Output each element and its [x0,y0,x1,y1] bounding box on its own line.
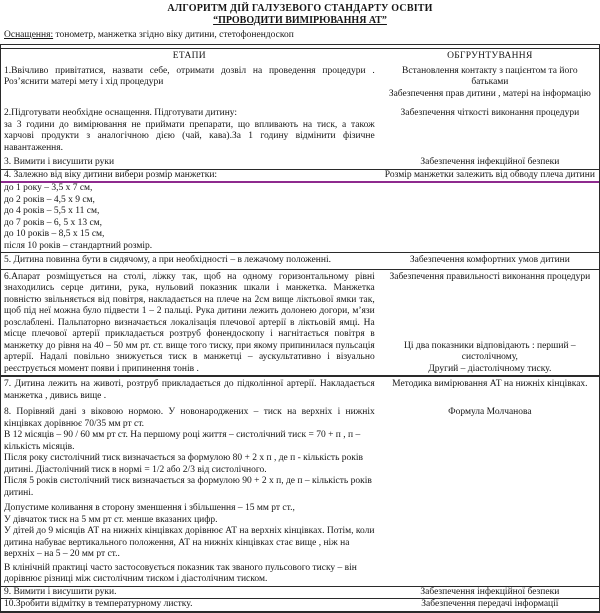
document-title: АЛГОРИТМ ДІЙ ГАЛУЗЕВОГО СТАНДАРТУ ОСВІТИ [167,3,433,14]
cuff-size-header-line [1,170,599,184]
table-row [1,66,599,101]
rationale-10: Забезпечення передачі інформації [421,599,559,609]
rationale-1-line2: Забезпечення прав дитини , матері на інформацію [388,88,591,99]
column-header-stages: ЕТАПИ [172,51,206,61]
step-1-text: 1.Ввічливо привітатися, назвати себе, отримати дозвіл на проведення процедури . Роз’яснити матері мету і хід процедури [4,65,375,87]
table-row-cuff-sizes [1,170,599,254]
procedure-table [0,44,600,613]
step-8-p2: В 12 місяців – 90 / 60 мм рт ст. На першому році життя – систолічний тиск = 70 + п , п – кількість місяців. [4,430,361,452]
table-row [1,599,599,613]
table-row [1,587,599,600]
rationale-6-p2-line3: Другий – діастолічному тиску. [428,363,552,374]
step-2-p1: 2.Підготувати необхідне оснащення. Підготувати дитину: [4,108,238,118]
cuff-size-list [1,183,381,252]
rationale-2: Забезпечення чіткості виконання процедури [400,108,580,118]
cuff-size-item: до 2 років – 4,5 х 9 см, [4,194,95,205]
rationale-5: Забезпечення комфортних умов дитини [409,255,570,265]
table-row [1,157,599,170]
rationale-9: Забезпечення інфекційної безпеки [420,586,560,597]
step-7-text: 7. Дитина лежить на животі, розтруб прикладається до підколінної артерії. Накладається манжетка , дивись вище . [4,379,375,401]
title-block [0,3,600,27]
step-8-p4: Після 5 років систолічний тиск визначається за формулою 90 + 2 х п, де п – кількість років дитині. [4,476,372,498]
step-2-p2: за 3 години до вимірювання не приймати препарати, що впливають на тиск, а також харчові продукти з аналогічною дією (чай, кава).За 1 годину відмінити фізичне навантаження. [4,119,375,153]
document-subtitle: “ПРОВОДИТИ ВИМІРЮВАННЯ АТ” [213,15,387,26]
step-8-p5: Допустиме коливання в сторону зменшення і збільшення – 15 мм рт ст., [4,503,295,513]
rationale-6-p2 [383,341,597,376]
step-10-text: 10.Зробити відмітку в температурному листку. [4,599,193,609]
column-header-rationale: ОБГРУНТУВАННЯ [447,51,533,61]
equipment-text: тонометр, манжетка згідно віку дитини, стетофонендоскоп [53,30,294,40]
table-header-row [1,49,599,66]
equipment-line [0,29,600,41]
cuff-size-item: до 10 років – 8,5 х 15 см, [4,229,105,239]
step-8-p6: У дівчаток тиск на 5 мм рт ст. менше вказаних цифр. [4,514,218,525]
step-2-text [1,108,381,154]
table-row [1,270,599,378]
rationale-8: Формула Молчанова [448,407,532,417]
table-row [1,253,599,270]
cuff-size-item: після 10 років – стандартний розмір. [4,240,153,251]
step-3-text: 3. Вимити і висушити руки [4,157,115,167]
step-8-p1: 8. Порівняй дані з віковою нормою. У новонароджених – тиск на верхніх і нижніх кінцівках дорівнює 70/35 мм рт ст. [4,407,375,429]
rationale-4: Розмір манжетки залежить від обводу плеча дитини [384,169,595,180]
equipment-label: Оснащення: [4,30,54,40]
step-8-p8: В клінічній практиці часто застосовується показник так званого пульсового тиску – він дорівнює різниці між систолічним тиском і діастолічним тиском. [4,562,357,584]
rationale-6-p2-line2: систолічному, [461,352,518,362]
step-6-text: 6.Апарат розміщується на столі, ліжку так, щоб на одному горизонтальному рівні знаходились серце дитини, рука, нульовий показник шкали і манжетка. Манжетка повністю звільняється від повітря, накладається на плече на 2см вище ліктьової ямки так, щоб під неї можна було підвести 1 – 2 пальці. Рука дитини лежить долонею догори, м’язи розслаблені. Пальпаторно визначається локалізація плечової артерії в ліктьовій ямці. На місце плечової артерії прикладається розтруб фонендоскопу і нагнітається повітря в манжетку до рівня на 40 – 50 мм рт. ст. вище того тиску, при якому припинилася пульсація артерії. Надалі повільно знижується тиск в манжетці – аускультативно і візуально реєструється момент появи і припинення тонів . [4,271,375,374]
step-9-text: 9. Вимити і висушити руки. [4,586,117,597]
rationale-6-p1: Забезпечення правильності виконання процедури [389,271,591,282]
rationale-6-spacer [383,283,597,341]
rationale-1-line1: Встановлення контакту з пацієнтом та його батьками [402,65,578,87]
step-8-text [1,407,381,586]
step-8-p3: Після року систолічний тиск визначається за формулою 80 + 2 х п , де п - кількість років дитині. Діастолічний тиск в нормі = 1/2 або 2/3 від систолічного. [4,453,364,475]
rationale-6 [381,272,599,376]
rationale-3: Забезпечення інфекційної безпеки [420,157,560,167]
step-5-text: 5. Дитина повинна бути в сидячому, а при необхідності – в лежачому положенні. [4,255,331,265]
step-8-p7: У дітей до 9 місяців АТ на нижніх кінцівках дорівнює АТ на верхніх кінцівках. Потім, коли дитина набуває вертикального положення, АТ на нижніх кінцівках стає вище , ніж на верхніх – на 5 – 20 мм рт ст.. [4,526,375,559]
table-row [1,108,599,154]
rationale-6-p2-line1: Ці два показники відповідають : перший – [404,340,576,351]
rationale-7: Методика вимірювання АТ на нижніх кінцівках. [392,379,588,389]
step-4-text: 4. Залежно від віку дитини вибери розмір манжетки: [4,169,218,180]
table-row [1,407,599,587]
cuff-size-item: до 7 років – 6, 5 х 13 см, [4,217,103,228]
cuff-size-item: до 4 років – 5,5 х 11 см, [4,206,100,216]
rationale-1 [381,66,599,101]
table-row [1,377,599,402]
cuff-size-item: до 1 року – 3,5 х 7 см, [4,183,93,193]
